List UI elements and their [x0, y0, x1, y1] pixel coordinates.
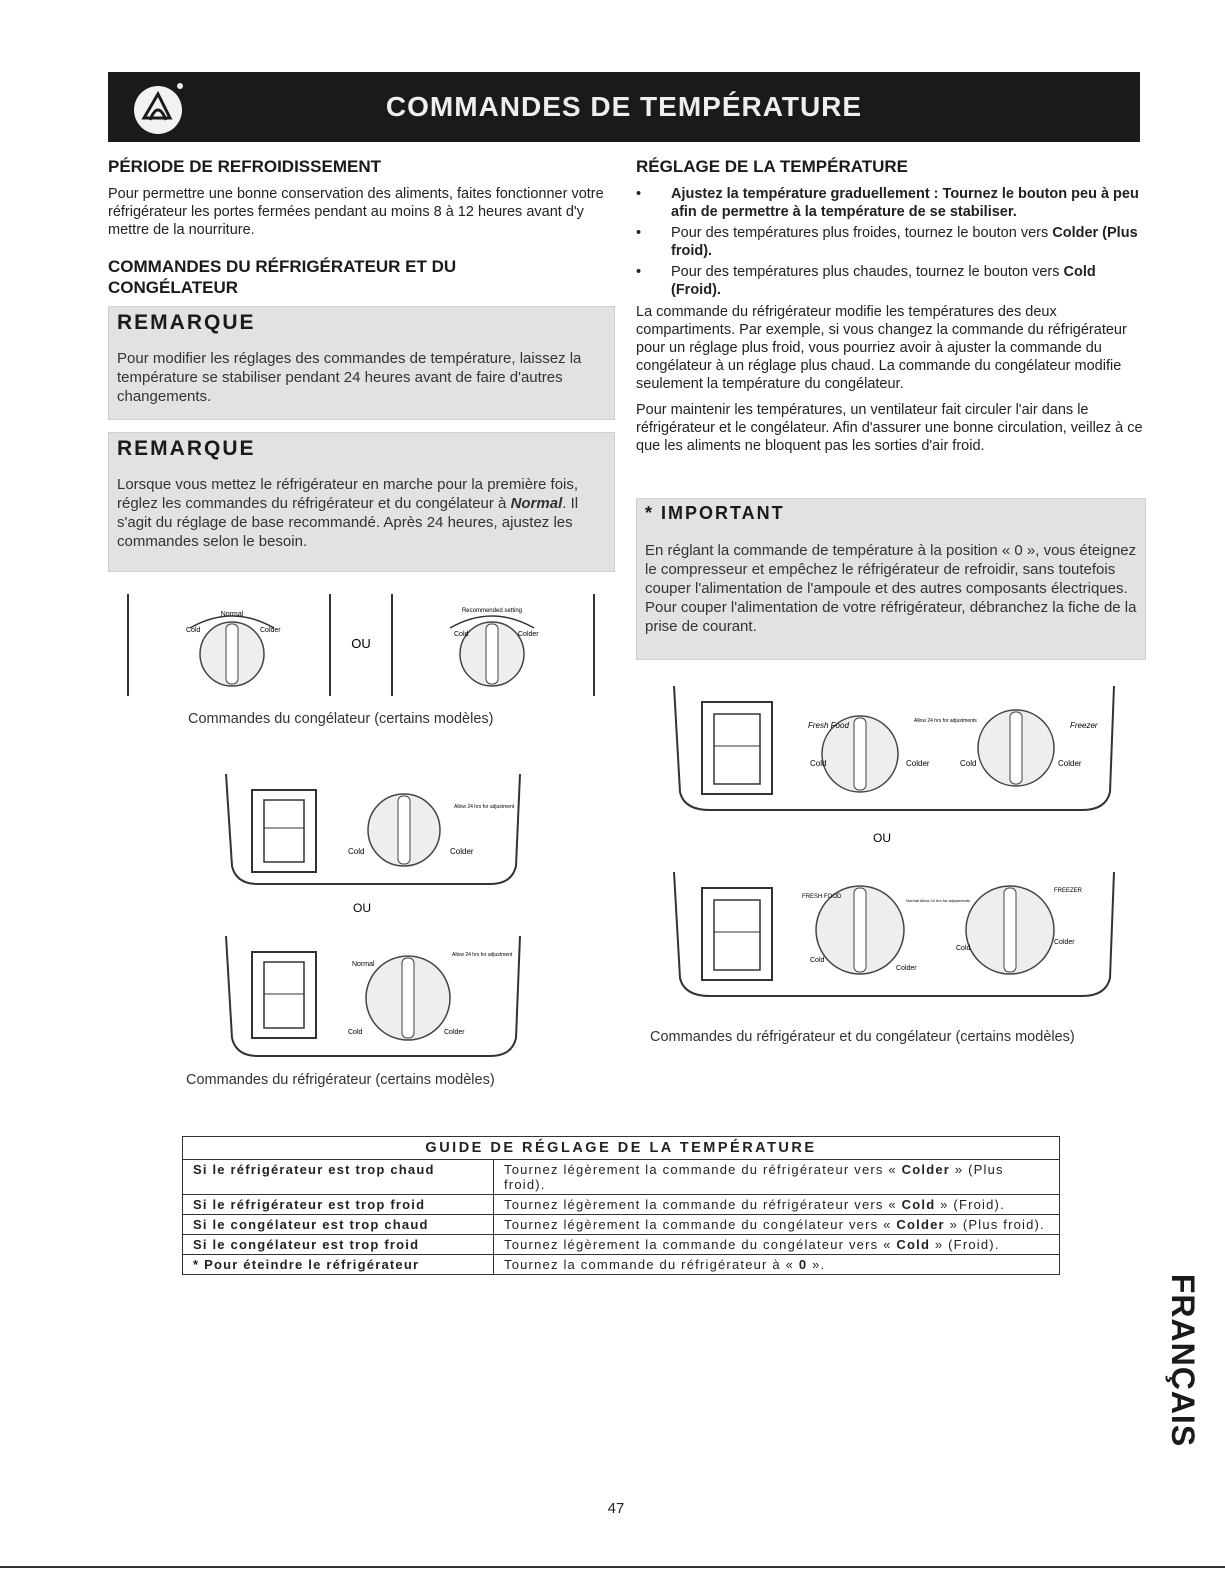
note-text — [117, 475, 609, 551]
important-text: En réglant la commande de température à la position « 0 », vous éteignez le compresseur et empêchez le réfrigérateur de refroidir, sans toutefois couper l'alimentation de l'ampoule et des autres composants électriques. Pour couper l'alimentation de votre réfrigérateur, débranchez la fiche de la prise de courant. — [645, 542, 1137, 635]
table-row — [183, 1235, 1060, 1255]
dial-note: Allow 24 hrs for adjustment — [452, 952, 513, 958]
bullet-icon: • — [636, 186, 642, 202]
setting-bullets — [636, 185, 1144, 299]
dial-cold-label: Cold — [960, 759, 977, 768]
note-box-1 — [108, 306, 615, 420]
bullet-icon: • — [636, 225, 642, 241]
list-item — [636, 185, 1144, 221]
dial-colder-label: Colder — [1054, 939, 1075, 946]
dial-note: Allow 24 hrs for adjustments — [914, 718, 977, 724]
dial-note: Allow 24 hrs for adjustment — [454, 804, 515, 810]
action-text: » (Plus froid). — [504, 1162, 1004, 1192]
note-text-emphasis: Normal — [510, 495, 563, 512]
fresh-food-label: Fresh Food — [808, 721, 849, 730]
dial-colder-label: Colder — [260, 627, 281, 634]
action-setting: Cold — [896, 1237, 931, 1252]
dial-top-label: Normal — [220, 611, 244, 618]
dial-colder-label: Colder — [444, 1029, 465, 1036]
note-text-part: . Il s'agit du réglage de base recommandé. Après 24 heures, ajustez les commandes selon le besoin. — [117, 495, 579, 550]
bullet-text: Pour des températures plus froides, tournez le bouton vers — [671, 225, 1053, 241]
language-label-text: FRANÇAIS — [1165, 1273, 1202, 1447]
fridge-panel-1 — [226, 774, 520, 884]
action-text: ». — [807, 1257, 826, 1272]
note-title: REMARQUE — [117, 311, 256, 334]
dial-cold-label: Cold — [186, 627, 201, 634]
thermometer-dial-icon — [130, 78, 190, 138]
freezer-label: Freezer — [1070, 721, 1098, 730]
action-text: » (Froid). — [930, 1237, 1000, 1252]
controls-section — [108, 256, 528, 298]
freezer-dial-2 — [450, 616, 534, 686]
important-box — [636, 498, 1146, 660]
bullet-text: Ajustez la température graduellement : Tournez le bouton peu à peu afin de permettre à la température de se stabiliser. — [671, 186, 1139, 220]
dial-top-label: Normal — [352, 961, 375, 968]
combo-controls-figure — [670, 680, 1120, 1010]
action-text: Tournez légèrement la commande du réfrigérateur vers « — [504, 1162, 902, 1177]
figure-caption: Commandes du congélateur (certains modèles) — [188, 711, 494, 727]
table-cell-condition: Si le congélateur est trop froid — [183, 1235, 494, 1255]
dial-colder-label: Colder — [518, 631, 539, 638]
setting-paragraph-2: Pour maintenir les températures, un ventilateur fait circuler l'air dans le réfrigérateur et le congélateur. Afin d'assurer une bonne circulation, veillez à ce que les aliments ne bloquent pas les sorties d'air froid. — [636, 402, 1143, 454]
cooling-body: Pour permettre une bonne conservation des aliments, faites fonctionner votre réfrigérateur les portes fermées pendant au moins 8 à 12 heures avant d'y mettre de la nourriture. — [108, 186, 604, 238]
note-text: Pour modifier les réglages des commandes de température, laissez la température se stabiliser pendant 24 heures avant de faire d'autres changements. — [117, 350, 582, 405]
list-item — [636, 224, 1144, 260]
dial-colder-label: Colder — [1058, 759, 1082, 768]
list-item — [636, 263, 1144, 299]
action-setting: 0 — [798, 1257, 808, 1272]
combo-panel-1 — [674, 686, 1114, 810]
freezer-label: FREEZER — [1054, 888, 1083, 894]
action-text: Tournez légèrement la commande du congélateur vers « — [504, 1237, 897, 1252]
setting-heading: RÉGLAGE DE LA TEMPÉRATURE — [636, 157, 909, 176]
table-title: GUIDE DE RÉGLAGE DE LA TEMPÉRATURE — [183, 1137, 1060, 1160]
or-label: OU — [353, 901, 371, 915]
dial-cold-label: Cold — [454, 631, 469, 638]
table-body — [183, 1160, 1060, 1275]
freezer-controls-figure — [120, 588, 610, 700]
page-title: COMMANDES DE TEMPÉRATURE — [385, 91, 863, 122]
action-setting: Cold — [901, 1197, 936, 1212]
cooling-heading: PÉRIODE DE REFROIDISSEMENT — [108, 157, 381, 176]
table-row — [183, 1195, 1060, 1215]
note-text-part: Lorsque vous mettez le réfrigérateur en marche pour la première fois, réglez les commandes du réfrigérateur et du congélateur à — [117, 476, 579, 512]
table-row — [183, 1160, 1060, 1195]
bullet-text: Pour des températures plus chaudes, tournez le bouton vers — [671, 264, 1064, 280]
dial-cold-label: Cold — [810, 957, 825, 964]
language-side-label — [1148, 1273, 1218, 1447]
combo-panel-2 — [674, 872, 1114, 996]
bullet-icon: • — [636, 264, 642, 280]
dial-note: Normal Allow 24 hrs for adjustments — [906, 898, 971, 903]
controls-heading: COMMANDES DU RÉFRIGÉRATEUR ET DU CONGÉLATEUR — [108, 257, 457, 297]
figure-caption: Commandes du réfrigérateur (certains modèles) — [186, 1072, 495, 1088]
figure-caption: Commandes du réfrigérateur et du congélateur (certains modèles) — [650, 1029, 1075, 1045]
dial-cold-label: Cold — [348, 847, 365, 856]
dial-colder-label: Colder — [896, 965, 917, 972]
bottom-divider — [0, 1566, 1225, 1568]
fridge-controls-figure — [222, 770, 522, 1078]
dial-top-label: Recommended setting — [461, 608, 523, 614]
setting-paragraph-1: La commande du réfrigérateur modifie les températures des deux compartiments. Par exemple, si vous changez la commande du réfrigérateur pour un réglage plus froid, vous pourriez avoir à ajuster la commande du congélateur à un réglage plus chaud. La commande du congélateur modifie seulement la température du congélateur. — [636, 304, 1127, 392]
dial-cold-label: Cold — [956, 945, 971, 952]
table-cell-action — [494, 1160, 1060, 1195]
temperature-setting-section — [636, 156, 1144, 455]
or-label: OU — [351, 636, 371, 651]
table-cell-action — [494, 1215, 1060, 1235]
action-text: Tournez légèrement la commande du réfrigérateur vers « — [504, 1197, 902, 1212]
table-cell-condition: Si le réfrigérateur est trop chaud — [183, 1160, 494, 1195]
dial-cold-label: Cold — [348, 1029, 363, 1036]
note-box-2 — [108, 432, 615, 572]
action-text: » (Froid). — [935, 1197, 1005, 1212]
table-cell-condition: Si le congélateur est trop chaud — [183, 1215, 494, 1235]
temperature-guide-table — [182, 1136, 1060, 1275]
table-row — [183, 1215, 1060, 1235]
action-text: Tournez la commande du réfrigérateur à « — [504, 1257, 799, 1272]
table-cell-action — [494, 1235, 1060, 1255]
cooling-section — [108, 156, 613, 239]
action-text: Tournez légèrement la commande du congélateur vers « — [504, 1217, 897, 1232]
important-title: * IMPORTANT — [645, 503, 785, 523]
page-number: 47 — [607, 1500, 625, 1517]
action-setting: Colder — [901, 1162, 951, 1177]
table-cell-action — [494, 1195, 1060, 1215]
dial-colder-label: Colder — [450, 847, 474, 856]
dial-cold-label: Cold — [810, 759, 827, 768]
section-banner — [108, 72, 1140, 142]
table-row — [183, 1255, 1060, 1275]
table-cell-condition: Si le réfrigérateur est trop froid — [183, 1195, 494, 1215]
table-cell-condition: * Pour éteindre le réfrigérateur — [183, 1255, 494, 1275]
note-title: REMARQUE — [117, 437, 256, 460]
action-text: » (Plus froid). — [944, 1217, 1045, 1232]
action-setting: Colder — [896, 1217, 945, 1232]
bullet-text-bold: Colder (Plus froid). — [671, 225, 1138, 259]
bullet-text-bold: Cold (Froid). — [671, 264, 1096, 298]
or-label: OU — [873, 831, 891, 845]
dial-colder-label: Colder — [906, 759, 930, 768]
table-cell-action — [494, 1255, 1060, 1275]
fresh-food-label: FRESH FOOD — [802, 894, 842, 900]
